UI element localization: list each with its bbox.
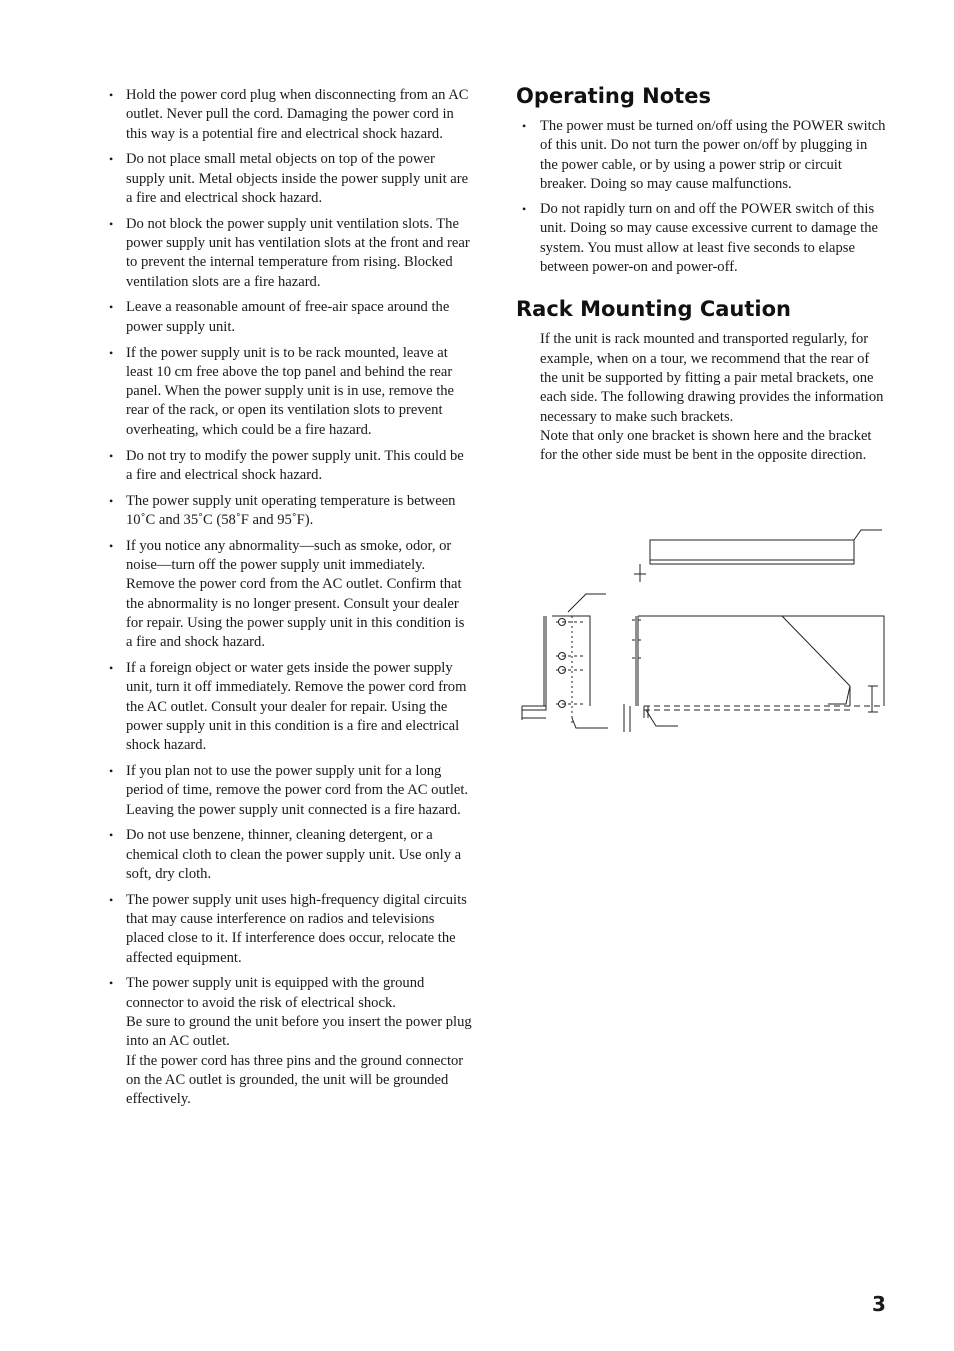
bracket-side-view bbox=[522, 594, 608, 728]
list-item bbox=[516, 117, 886, 194]
rack-mounting-paragraph-2: Note that only one bracket is shown here and the bracket for the other side must be bent in the opposite direction. bbox=[540, 427, 872, 464]
list-item bbox=[108, 298, 472, 337]
list-item-text: • Do not place small metal objects on top of the power supply unit. Metal objects inside the power supply unit are a fire and electrical shock hazard. bbox=[126, 151, 469, 206]
list-item-text: • Hold the power cord plug when disconnecting from an AC outlet. Never pull the cord. Damaging the power cord in this way is a potential fire and electrical shock hazard. bbox=[126, 87, 469, 142]
list-item bbox=[108, 537, 472, 653]
rack-mounting-paragraph-1: If the unit is rack mounted and transported regularly, for example, when on a tour, we recommend that the rear of the unit be supported by fitting a pair metal brackets, one each side. The following drawing provides the information necessary to make such brackets. bbox=[540, 331, 884, 425]
list-item-text: • Do not rapidly turn on and off the POWER switch of this unit. Doing so may cause excessive current to damage the system. You must allow at least five seconds to elapse between power-on and power-off. bbox=[540, 201, 878, 276]
list-item bbox=[108, 86, 472, 144]
bracket-drawing bbox=[516, 520, 888, 740]
bracket-front-view bbox=[624, 616, 884, 732]
bracket-top-view bbox=[634, 530, 882, 582]
list-item-text: • If you notice any abnormality—such as smoke, odor, or noise—turn off the power supply unit immediately. Remove the power cord from the AC outlet. Confirm that the abnormality is no longer present. Consult your dealer for repair. Using the power supply unit in this condition is a fire and shock hazard. bbox=[126, 537, 465, 651]
right-column bbox=[516, 84, 886, 465]
list-item bbox=[108, 762, 472, 820]
list-item-text: • The power supply unit operating temperature is between 10˚C and 35˚C (58˚F and 95˚F). bbox=[126, 492, 456, 528]
list-item-text: • The power must be turned on/off using the POWER switch of this unit. Do not turn the power on/off by plugging in the power cable, or by using a power strip or circuit breaker. Doing so may cause malfunctions. bbox=[540, 118, 886, 192]
list-item bbox=[108, 215, 472, 292]
list-item bbox=[108, 826, 472, 884]
list-item-continuation: Be sure to ground the unit before you insert the power plug into an AC outlet. bbox=[126, 1014, 472, 1050]
list-item-text: • Do not block the power supply unit ventilation slots. The power supply unit has ventilation slots at the front and rear to prevent the internal temperature from rising. Blocked ventilation slots are a fire hazard. bbox=[126, 215, 470, 290]
list-item bbox=[108, 974, 472, 1109]
page-number: 3 bbox=[872, 1292, 886, 1316]
list-item-text: • If a foreign object or water gets inside the power supply unit, turn it off immediately. Remove the power cord from the AC outlet. Consult your dealer for repair. Using the power supply unit in this condition is a fire and electrical shock hazard. bbox=[126, 660, 467, 754]
list-item-text: • The power supply unit uses high-frequency digital circuits that may cause interference on radios and televisions placed close to it. If interference does occur, relocate the affected equipment. bbox=[126, 891, 467, 966]
operating-notes-heading: Operating Notes bbox=[516, 84, 711, 108]
list-item bbox=[108, 447, 472, 486]
operating-notes-list bbox=[516, 117, 886, 277]
list-item bbox=[108, 492, 472, 531]
list-item bbox=[108, 891, 472, 968]
list-item bbox=[108, 150, 472, 208]
list-item-text: • Do not try to modify the power supply unit. This could be a fire and electrical shock hazard. bbox=[126, 447, 464, 483]
list-item-continuation: If the power cord has three pins and the ground connector on the AC outlet is grounded, the unit will be grounded effectively. bbox=[126, 1052, 464, 1108]
rack-mounting-body bbox=[540, 330, 886, 465]
safety-precautions-list bbox=[108, 86, 472, 1116]
list-item-text: • The power supply unit is equipped with the ground connector to avoid the risk of electrical shock. bbox=[126, 975, 425, 1011]
list-item-text: • If the power supply unit is to be rack mounted, leave at least 10 cm free above the top panel and behind the rear panel. When the power supply unit is in use, remove the rear of the rack, or open its ventilation slots to prevent overheating, which could be a fire hazard. bbox=[126, 344, 455, 438]
list-item bbox=[516, 200, 886, 277]
left-bullet-list bbox=[108, 86, 472, 1110]
list-item-text: • If you plan not to use the power supply unit for a long period of time, remove the power cord from the AC outlet. Leaving the power supply unit connected is a fire hazard. bbox=[126, 763, 469, 818]
list-item bbox=[108, 659, 472, 755]
rack-mounting-heading: Rack Mounting Caution bbox=[516, 297, 791, 322]
list-item-text: • Leave a reasonable amount of free-air space around the power supply unit. bbox=[126, 299, 450, 335]
list-item bbox=[108, 344, 472, 440]
list-item-text: • Do not use benzene, thinner, cleaning detergent, or a chemical cloth to clean the power supply unit. Use only a soft, dry cloth. bbox=[126, 827, 462, 882]
